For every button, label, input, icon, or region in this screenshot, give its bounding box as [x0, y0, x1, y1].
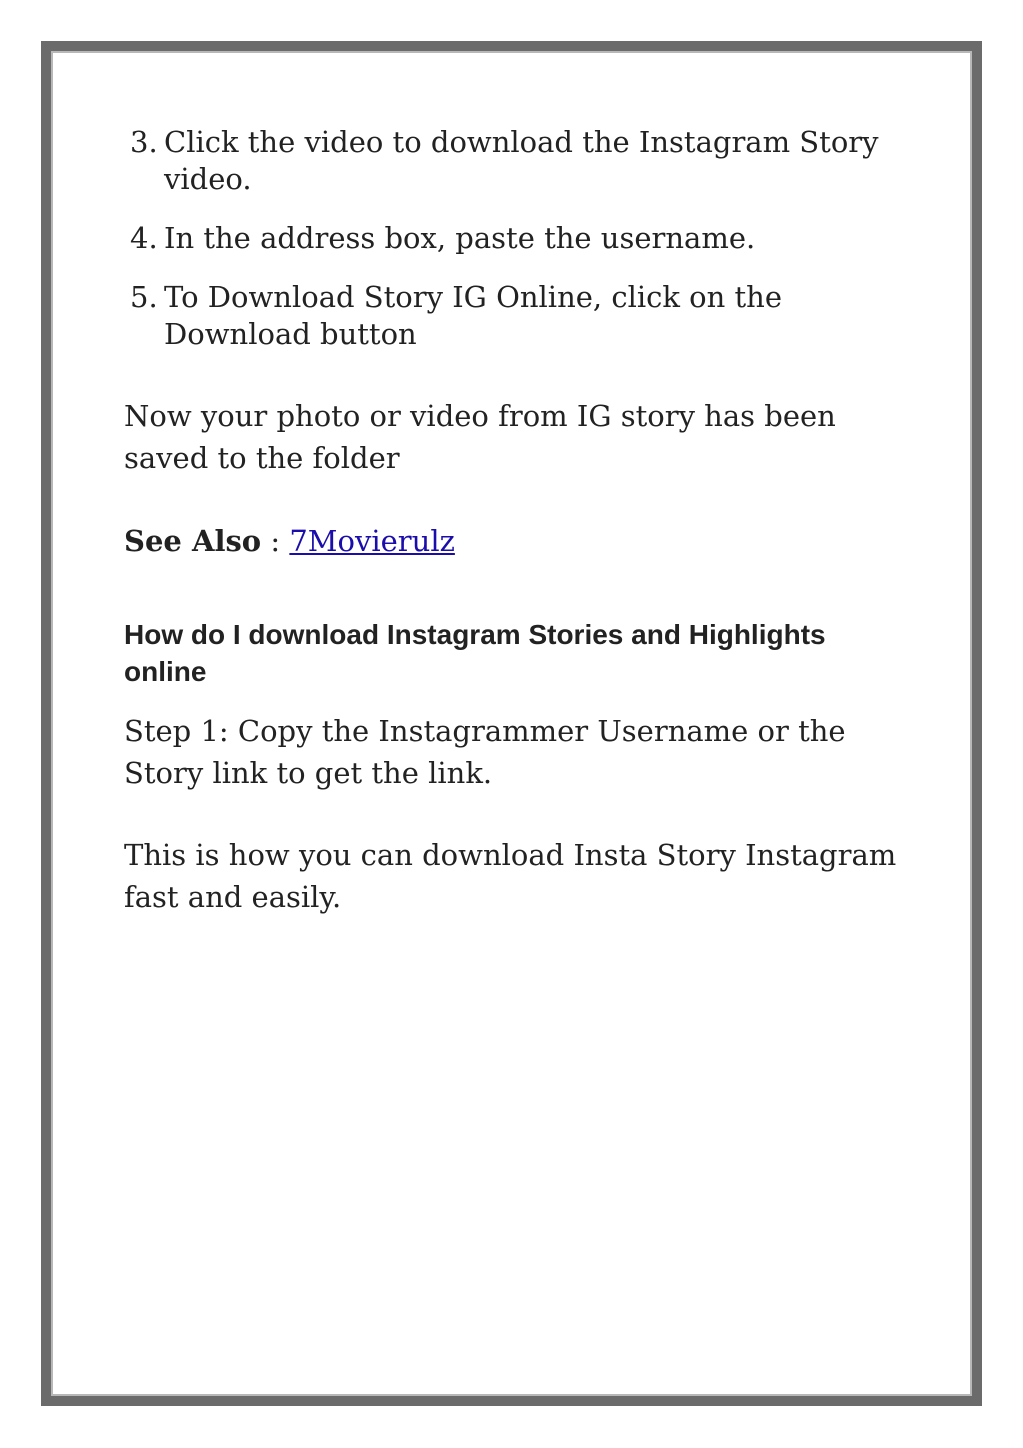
- list-item-number: 5.: [130, 280, 158, 314]
- list-item-number: 3.: [130, 125, 158, 159]
- list-item: [124, 124, 904, 198]
- see-also-line: [124, 520, 904, 562]
- list-item-text: In the address box, paste the username.: [164, 221, 756, 255]
- document-content: [124, 124, 904, 918]
- list-item-text: Click the video to download the Instagram Story video.: [164, 125, 879, 196]
- list-item-number: 4.: [130, 221, 158, 255]
- see-also-label: See Also: [124, 524, 262, 558]
- steps-list: [124, 124, 904, 353]
- list-item: [124, 220, 904, 257]
- step-one-paragraph: Step 1: Copy the Instagrammer Username or the Story link to get the link.: [124, 714, 846, 790]
- list-item-text: To Download Story IG Online, click on the Download button: [164, 280, 783, 351]
- see-also-separator: :: [261, 524, 290, 558]
- section-heading: How do I download Instagram Stories and Highlights online: [124, 619, 826, 687]
- list-item: [124, 279, 904, 353]
- howto-paragraph: This is how you can download Insta Story Instagram fast and easily.: [124, 838, 897, 914]
- see-also-link[interactable]: 7Movierulz: [289, 524, 455, 558]
- saved-paragraph: Now your photo or video from IG story has been saved to the folder: [124, 399, 836, 475]
